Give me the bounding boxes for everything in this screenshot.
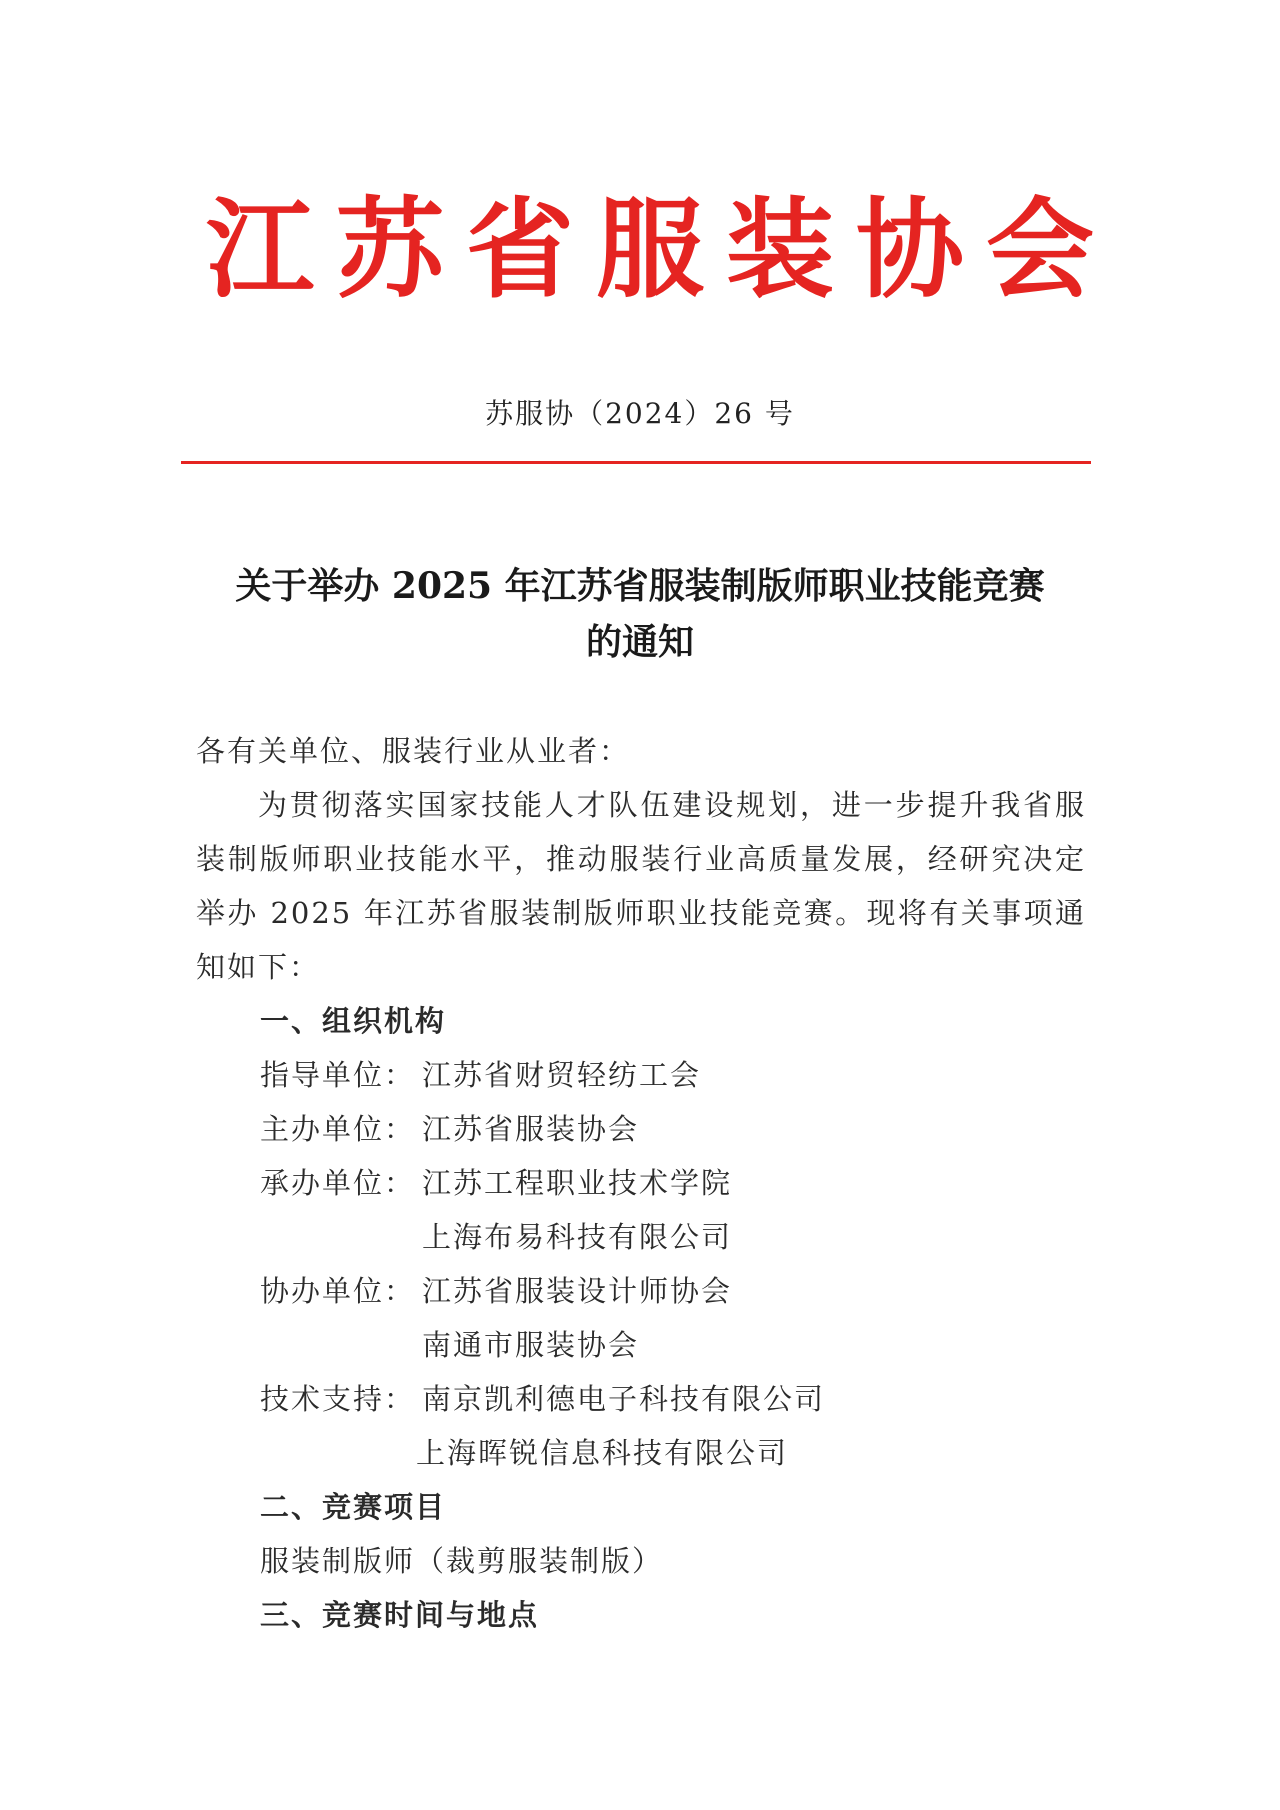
org-name-char: 装 — [725, 187, 834, 313]
org-row-value: 江苏工程职业技术学院 — [422, 1166, 733, 1200]
org-row — [196, 1156, 1086, 1210]
org-row — [196, 1210, 1086, 1264]
salutation: 各有关单位、服装行业从业者： — [196, 734, 631, 768]
section-heading-organization: 一、组织机构 — [260, 1004, 447, 1038]
org-row-value: 上海布易科技有限公司 — [422, 1220, 733, 1254]
org-name-char: 苏 — [335, 187, 444, 313]
title-line-1: 关于举办 2025 年江苏省服装制版师职业技能竞赛 — [235, 565, 1045, 607]
section-heading-competition-item: 二、竞赛项目 — [260, 1490, 447, 1524]
org-row-label — [260, 1426, 422, 1480]
org-row — [196, 1048, 1086, 1102]
org-row — [196, 1372, 1086, 1426]
intro-paragraph: 为贯彻落实国家技能人才队伍建设规划，进一步提升我省服装制版师职业技能水平，推动服装行业高质量发展，经研究决定举办 2025 年江苏省服装制版师职业技能竞赛。现将有关事项通知如下： — [196, 788, 1086, 984]
org-row-value: 南京凯利德电子科技有限公司 — [422, 1382, 826, 1416]
document-body — [196, 724, 1086, 1642]
org-row-label: 主办单位： — [260, 1112, 416, 1146]
org-row-label: 技术支持： — [260, 1382, 416, 1416]
org-row — [196, 1318, 1086, 1372]
org-row-value: 江苏省服装协会 — [422, 1112, 640, 1146]
org-name-char: 协 — [855, 187, 964, 313]
org-name-char: 省 — [465, 187, 574, 313]
document-title — [0, 558, 1280, 670]
org-row-label — [260, 1210, 422, 1264]
org-name-header — [200, 185, 1100, 315]
header-divider — [181, 461, 1091, 464]
org-row-value: 南通市服装协会 — [422, 1328, 640, 1362]
org-name-char: 会 — [985, 187, 1094, 313]
org-row — [196, 1426, 1086, 1480]
section-heading-time-location: 三、竞赛时间与地点 — [260, 1598, 540, 1632]
org-row-value: 上海晖锐信息科技有限公司 — [416, 1436, 789, 1470]
document-number: 苏服协（2024）26 号 — [485, 397, 795, 430]
org-row-label — [260, 1318, 422, 1372]
org-row-label: 协办单位： — [260, 1274, 416, 1308]
org-row — [196, 1264, 1086, 1318]
org-row — [196, 1102, 1086, 1156]
org-name-char: 服 — [595, 187, 704, 313]
org-row-value: 江苏省服装设计师协会 — [422, 1274, 733, 1308]
org-row-label: 承办单位： — [260, 1166, 416, 1200]
org-name-char: 江 — [205, 187, 314, 313]
org-row-value: 江苏省财贸轻纺工会 — [422, 1058, 702, 1092]
title-line-2: 的通知 — [585, 621, 694, 663]
org-row-label: 指导单位： — [260, 1058, 416, 1092]
competition-item: 服装制版师（裁剪服装制版） — [260, 1544, 664, 1578]
